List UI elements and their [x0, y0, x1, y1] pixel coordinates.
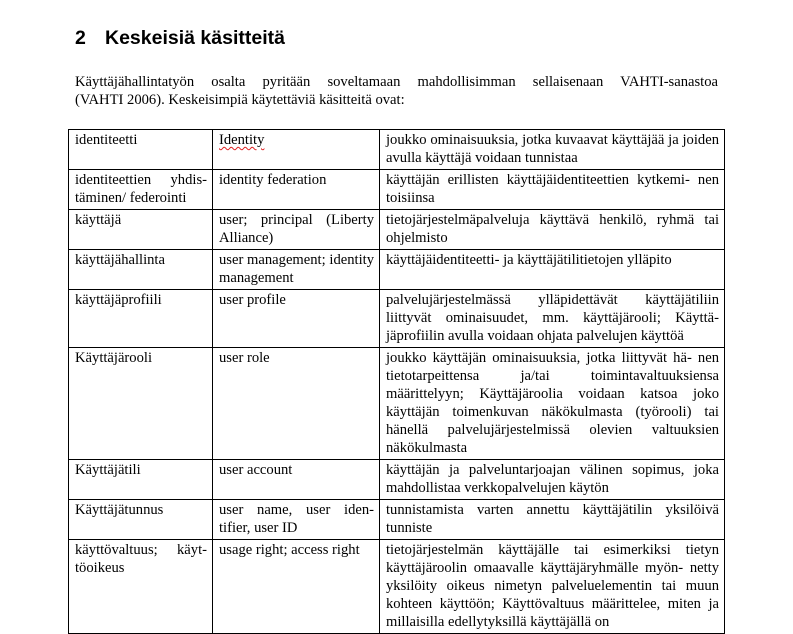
- english-term: usage right; access right: [213, 540, 380, 634]
- term-definition: käyttäjäidentiteetti- ja käyttäjätilitietojen ylläpito: [380, 250, 725, 290]
- table-row: [69, 290, 725, 348]
- table-row: [69, 500, 725, 540]
- english-term: user; principal (Liberty Alliance): [213, 210, 380, 250]
- english-term: user role: [213, 348, 380, 460]
- table-row: [69, 540, 725, 634]
- term-definition: tietojärjestelmän käyttäjälle tai esimerkiksi tietyn käyttäjäroolin omaavalle käyttäjäryhmälle myön- netty yksilöity oikeus nimetyn palveluelementin tai muun kohteen käyttöön; Käyttövaltuus määrittelee, miten ja millaisilla edellytyksillä käyttäjällä on: [380, 540, 725, 634]
- term-definition: palvelujärjestelmässä ylläpidettävät käyttäjätiliin liittyvät ominaisuudet, mm. käyttäjärooli; Käyttä- jäprofiilin avulla voidaan ohjata palvelujen käyttöä: [380, 290, 725, 348]
- intro-paragraph: [75, 73, 718, 109]
- intro-line-1: Käyttäjähallintatyön osalta pyritään soveltamaan mahdollisimman sellaisenaan VAHTI-sanastoa: [75, 74, 718, 90]
- english-term: user name, user iden- tifier, user ID: [213, 500, 380, 540]
- english-term: identity federation: [213, 170, 380, 210]
- finnish-term: käyttäjä: [69, 210, 213, 250]
- section-heading: [75, 26, 285, 50]
- finnish-term: käyttäjähallinta: [69, 250, 213, 290]
- english-term: [213, 130, 380, 170]
- finnish-term: Käyttäjätunnus: [69, 500, 213, 540]
- english-term-text: Identity: [219, 132, 265, 148]
- term-definition: joukko ominaisuuksia, jotka kuvaavat käyttäjää ja joiden avulla käyttäjä voidaan tunnistaa: [380, 130, 725, 170]
- table-row: [69, 210, 725, 250]
- finnish-term: identiteetti: [69, 130, 213, 170]
- finnish-term: Käyttäjätili: [69, 460, 213, 500]
- table-row: [69, 130, 725, 170]
- term-definition: käyttäjän ja palveluntarjoajan välinen sopimus, joka mahdollistaa verkkopalvelujen käytön: [380, 460, 725, 500]
- table-row: [69, 348, 725, 460]
- english-term: user profile: [213, 290, 380, 348]
- english-term: user management; identity management: [213, 250, 380, 290]
- finnish-term: identiteettien yhdis- täminen/ federointi: [69, 170, 213, 210]
- table-row: [69, 250, 725, 290]
- terms-table: [68, 129, 725, 634]
- table-row: [69, 460, 725, 500]
- intro-line-2: (VAHTI 2006). Keskeisimpiä käytettäviä käsitteitä ovat:: [75, 92, 405, 108]
- section-number: 2: [75, 27, 86, 49]
- finnish-term: käyttäjäprofiili: [69, 290, 213, 348]
- finnish-term: Käyttäjärooli: [69, 348, 213, 460]
- english-term: user account: [213, 460, 380, 500]
- section-title: Keskeisiä käsitteitä: [105, 27, 285, 49]
- table-row: [69, 170, 725, 210]
- term-definition: käyttäjän erillisten käyttäjäidentiteettien kytkemi- nen toisiinsa: [380, 170, 725, 210]
- term-definition: tietojärjestelmäpalveluja käyttävä henkilö, ryhmä tai ohjelmisto: [380, 210, 725, 250]
- finnish-term: käyttövaltuus; käyt- töoikeus: [69, 540, 213, 634]
- term-definition: joukko käyttäjän ominaisuuksia, jotka liittyvät hä- nen tietotarpeittensa ja/tai toimintavaltuuksiensa määrittelyyn; Käyttäjäroolia voidaan katsoa joko käyttäjän toimenkuvan näkökulmasta (työrooli) tai hänellä palvelujärjestelmissä olevien valtuuksien näkökulmasta: [380, 348, 725, 460]
- term-definition: tunnistamista varten annettu käyttäjätilin yksilöivä tunniste: [380, 500, 725, 540]
